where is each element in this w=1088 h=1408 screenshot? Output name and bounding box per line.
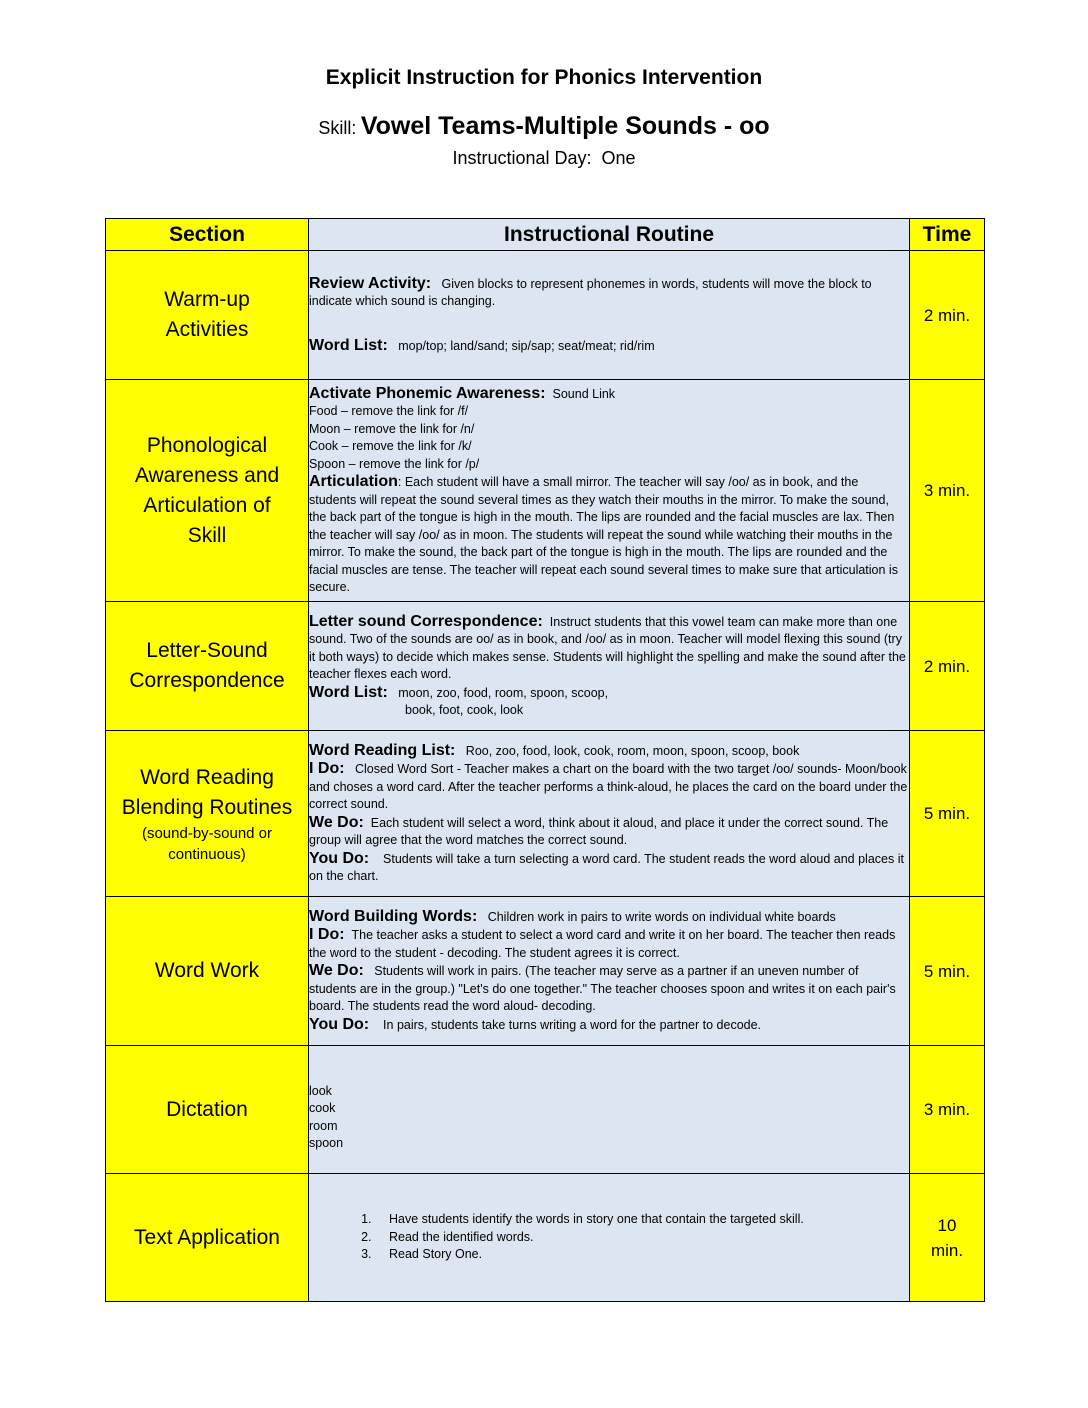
dictation-word: room	[309, 1118, 338, 1133]
time-cell: 2 min.	[910, 251, 985, 380]
youdo-text: Students will take a turn selecting a word card. The student reads the word aloud and places it on the chart.	[309, 851, 904, 883]
youdo-label: You Do:	[309, 849, 370, 867]
wordlist-line: book, foot, cook, look	[405, 703, 524, 717]
skill-label: Skill:	[318, 118, 357, 138]
section-name: Word Work	[154, 959, 260, 982]
header-routine: Instructional Routine	[309, 219, 910, 251]
section-cell	[106, 1174, 309, 1302]
time-cell: 3 min.	[910, 1046, 985, 1174]
time-cell	[910, 1174, 985, 1302]
section-name: Warm-up Activities	[164, 288, 250, 341]
routine-cell	[309, 602, 910, 731]
routine-cell	[309, 1046, 910, 1174]
link-line: Spoon – remove the link for /p/	[309, 456, 480, 471]
reading-list-label: Word Reading List:	[309, 741, 456, 759]
day-value: One	[601, 148, 636, 168]
section-cell	[106, 897, 309, 1046]
list-item: 1. Have students identify the words in story one that contain the targeted skill.	[375, 1211, 909, 1229]
building-text: Children work in pairs to write words on individual white boards	[487, 909, 836, 924]
correspondence-label: Letter sound Correspondence:	[309, 612, 543, 630]
list-item: 3. Read Story One.	[375, 1246, 909, 1264]
dictation-word: look	[309, 1083, 332, 1098]
header-section: Section	[106, 219, 309, 251]
review-text: Given blocks to represent phonemes in words, students will move the block to indicate which sound is changing.	[309, 276, 872, 309]
section-name: Phonological Awareness and Articulation of Skill	[134, 433, 280, 547]
table-row	[106, 731, 985, 897]
section-cell	[106, 380, 309, 602]
activate-text: Sound Link	[552, 386, 616, 401]
link-line: Moon – remove the link for /n/	[309, 421, 475, 436]
time-cell: 5 min.	[910, 731, 985, 897]
wedo-text: Each student will select a word, think about it aloud, and place it under the correct sound. The group will agree that the word matches the correct sound.	[309, 815, 889, 847]
youdo-text: In pairs, students take turns writing a word for the partner to decode.	[383, 1017, 762, 1032]
routine-cell	[309, 251, 910, 380]
wordlist-text: mop/top; land/sand; sip/sap; seat/meat; rid/rim	[398, 338, 655, 353]
ido-text: The teacher asks a student to select a word card and write it on her board. The teacher then reads the word to the student - decoding. The student agrees it is correct.	[309, 928, 896, 960]
skill-value: Vowel Teams-Multiple Sounds - oo	[360, 112, 770, 140]
section-cell	[106, 602, 309, 731]
wedo-label: We Do:	[309, 813, 364, 831]
section-name: Dictation	[166, 1097, 248, 1121]
youdo-label: You Do:	[309, 1015, 370, 1033]
routine-cell	[309, 1174, 910, 1302]
header-time: Time	[910, 219, 985, 251]
table-row	[106, 1046, 985, 1174]
activate-label: Activate Phonemic Awareness:	[309, 384, 546, 402]
section-note: (sound-by-sound or continuous)	[141, 824, 273, 863]
articulation-text: : Each student will have a small mirror. The teacher will say /oo/ as in book, and the students will repeat the sound several times as they watch their mouths in the mirror. To make the sound, the back part of the tongue is high in the mouth. The lips are rounded and the facial muscles are lax. Then the teacher will say /oo/ as in moon. The students will repeat the sound while watching their mouths in the mirror. To make the sound, the back part of the tongue is high in the mouth. The lips are rounded and the facial muscles are tense. The teacher will repeat each sound several times to make sure that articulation is secure.	[309, 475, 898, 594]
review-label: Review Activity:	[309, 274, 432, 292]
table-header-row	[106, 219, 985, 251]
steps-list	[309, 1211, 909, 1264]
table-row	[106, 897, 985, 1046]
section-cell	[106, 731, 309, 897]
link-line: Food – remove the link for /f/	[309, 404, 469, 418]
table-row	[106, 602, 985, 731]
dictation-word: cook	[309, 1101, 336, 1115]
skill-line	[0, 112, 1088, 141]
section-name: Text Application	[134, 1225, 280, 1249]
document-title: Explicit Instruction for Phonics Intervention	[325, 66, 763, 89]
routine-cell	[309, 897, 910, 1046]
building-label: Word Building Words:	[309, 907, 478, 925]
day-label: Instructional Day:	[452, 148, 592, 168]
wordlist-line: moon, zoo, food, room, spoon, scoop,	[398, 685, 609, 700]
time-cell: 2 min.	[910, 602, 985, 731]
section-cell	[106, 1046, 309, 1174]
section-cell	[106, 251, 309, 380]
correspondence-text: Instruct students that this vowel team can make more than one sound. Two of the sounds are oo/ as in book, and /oo/ as in moon. Teacher will model flexing this sound (try it both ways) to decide which makes sense. Students will highlight the spelling and make the sound after the teacher flexes each word.	[309, 614, 906, 681]
section-name: Letter-Sound Correspondence	[129, 639, 285, 692]
articulation-label: Articulation	[309, 473, 398, 490]
wordlist-label: Word List:	[309, 683, 388, 701]
table-row	[106, 251, 985, 380]
wedo-text: Students will work in pairs. (The teacher may serve as a partner if an uneven number of students are in the group.) "Let's do one together." The teacher chooses spoon and writes it on each pair's board. The students read the word aloud- decoding.	[309, 964, 896, 1014]
routine-cell	[309, 731, 910, 897]
instruction-table	[105, 218, 985, 1302]
time-cell: 5 min.	[910, 897, 985, 1046]
instructional-day	[0, 148, 1088, 169]
link-line: Cook – remove the link for /k/	[309, 439, 472, 453]
dictation-word: spoon	[309, 1136, 344, 1150]
time-value: 10 min.	[930, 1215, 964, 1260]
routine-cell	[309, 380, 910, 602]
table-row	[106, 380, 985, 602]
table-row	[106, 1174, 985, 1302]
wedo-label: We Do:	[309, 962, 364, 980]
list-item: 2. Read the identified words.	[375, 1229, 909, 1247]
reading-list-text: Roo, zoo, food, look, cook, room, moon, spoon, scoop, book	[465, 743, 800, 758]
wordlist-label: Word List:	[309, 336, 388, 354]
ido-label: I Do:	[309, 926, 345, 944]
ido-label: I Do:	[309, 760, 345, 777]
time-cell: 3 min.	[910, 380, 985, 602]
ido-text: Closed Word Sort - Teacher makes a chart on the board with the two target /oo/ sounds- Moon/book and choses a word card. After the teacher performs a think-aloud, he places the card on the board under the correct sound.	[309, 762, 908, 811]
section-name: Word Reading Blending Routines	[121, 765, 293, 819]
